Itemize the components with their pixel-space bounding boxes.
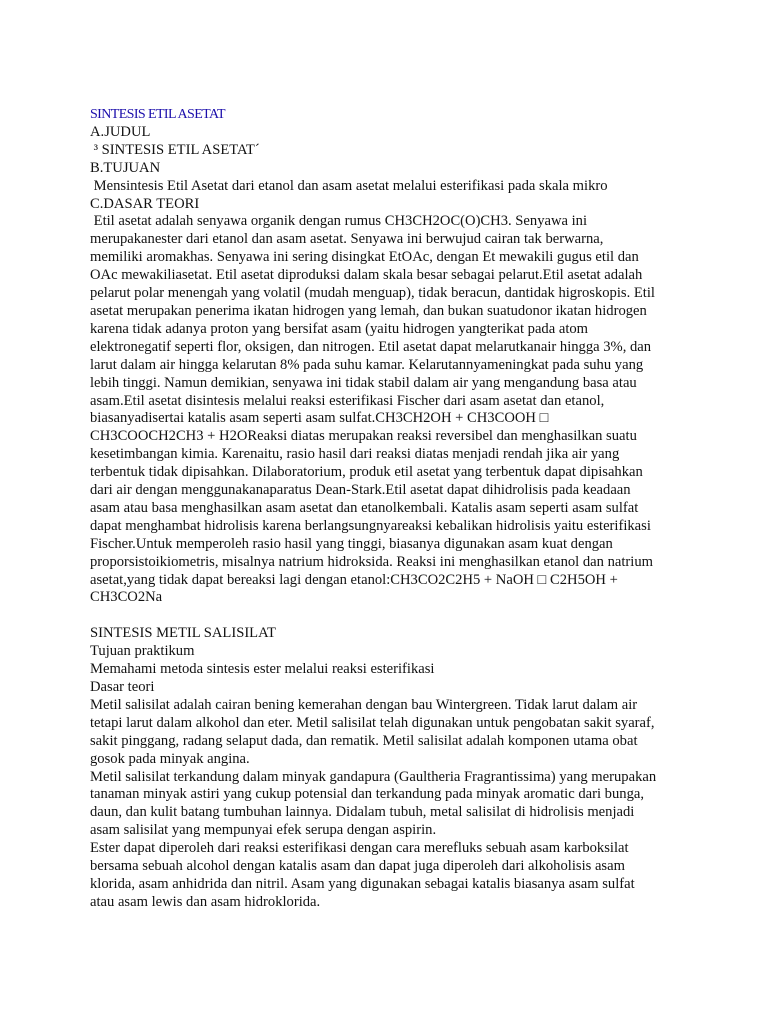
paragraph-line: asam salisilat yang mempunyai efek serupa dengan aspirin. [90,822,437,839]
paragraph-line: dari air dengan menggunakanaparatus Dean-Stark.Etil asetat dapat dihidrolisis pada keadaan [90,482,631,499]
paragraph-line: elektronegatif seperti flor, oksigen, dan nitrogen. Etil asetat dapat melarutkanair hingga 3%, dan [90,338,652,355]
paragraph-line: CH3CO2Na [90,589,163,606]
paragraph-line: kesetimbangan kimia. Karenaitu, rasio hasil dari reaksi diatas menjadi rendah jika air yang [90,446,620,463]
section-spacer [90,607,680,625]
section2-tujuan-text: Memahami metoda sintesis ester melalui reaksi esterifikasi [90,661,435,678]
paragraph-line: pelarut polar menengah yang volatil (mudah menguap), tidak beracun, dantidak higroskopis. Etil [90,285,655,302]
tujuan-text: Mensintesis Etil Asetat dari etanol dan asam asetat melalui esterifikasi pada skala mikro [90,177,608,194]
paragraph-line: klorida, asam anhidrida dan nitril. Asam yang digunakan sebagai katalis biasanya asam sulfat [90,875,635,892]
paragraph-line: biasanyadisertai katalis asam seperti asam sulfat.CH3CH2OH + CH3COOH □ [90,410,549,427]
document-body [90,106,680,912]
paragraph-line: memiliki aromakhas. Senyawa ini sering disingkat EtOAc, dengan Et mewakili gugus etil dan [90,249,639,266]
paragraph-line: terbentuk tidak dipisahkan. Dilaboratorium, produk etil asetat yang terbentuk dapat dipisahkan [90,464,643,481]
section2-tujuan-heading: Tujuan praktikum [90,643,195,660]
paragraph-line: Ester dapat diperoleh dari reaksi esterifikasi dengan cara merefluks sebuah asam karboksilat [90,840,629,857]
paragraph-line: Metil salisilat terkandung dalam minyak gandapura (Gaultheria Fragrantissima) yang merupakan [90,768,657,785]
paragraph-line: asam.Etil asetat disintesis melalui reaksi esterifikasi Fischer dari asam asetat dan etanol, [90,392,605,409]
paragraph-line: sakit pinggang, radang selaput dada, dan rematik. Metil salisilat adalah komponen utama obat [90,732,638,749]
paragraph-line: OAc mewakiliasetat. Etil asetat diproduksi dalam skala besar sebagai pelarut.Etil asetat adalah [90,267,643,284]
section2-dasar-heading: Dasar teori [90,678,155,695]
paragraph-line: asetat merupakan penerima ikatan hidrogen yang lemah, dan bukan suatudonor ikatan hidrogen [90,302,647,319]
paragraph-line: Etil asetat adalah senyawa organik dengan rumus CH3CH2OC(O)CH3. Senyawa ini [90,213,588,230]
paragraph-line: gosok pada minyak angina. [90,750,250,767]
paragraph-line: merupakanester dari etanol dan asam asetat. Senyawa ini berwujud cairan tak berwarna, [90,231,604,248]
tujuan-heading: B.TUJUAN [90,159,161,176]
document-title-link[interactable]: SINTESIS ETIL ASETAT [90,107,225,122]
paragraph-line: asetat,yang tidak dapat bereaksi lagi dengan etanol:CH3CO2C2H5 + NaOH □ C2H5OH + [90,571,618,588]
paragraph-line: proporsistoikiometris, misalnya natrium hidroksida. Reaksi ini menghasilkan etanol dan natrium [90,553,653,570]
paragraph-line: asam atau basa menghasilkan asam asetat dan etanolkembali. Katalis asam seperti asam sulfat [90,499,639,516]
paragraph-line: tanaman minyak astiri yang cukup potensial dan terkandung pada minyak aromatic dari bunga, [90,786,644,803]
judul-heading: A.JUDUL [90,123,151,140]
paragraph-line: Fischer.Untuk memperoleh rasio hasil yang tinggi, biasanya digunakan asam kuat dengan [90,535,613,552]
paragraph-line: daun, dan kulit batang tumbuhan lainnya. Didalam tubuh, metal salisilat di hidrolisis menjadi [90,804,635,821]
paragraph-line: CH3COOCH2CH3 + H2OReaksi diatas merupakan reaksi reversibel dan menghasilkan suatu [90,428,637,445]
judul-text: ³ SINTESIS ETIL ASETAT´ [90,141,260,158]
section2-paragraph [90,697,680,912]
paragraph-line: karena tidak adanya proton yang bersifat asam (yaitu hidrogen yangterikat pada atom [90,320,589,337]
paragraph-line: tetapi larut dalam alkohol dan eter. Metil salisilat telah digunakan untuk pengobatan sakit syaraf, [90,714,655,731]
paragraph-line: lebih tinggi. Namun demikian, senyawa ini tidak stabil dalam air yang mengandung basa atau [90,374,637,391]
paragraph-line: dapat menghambat hidrolisis karena berlangsungnyareaksi kebalikan hidrolisis yaitu esterifikasi [90,517,651,534]
paragraph-line: Metil salisilat adalah cairan bening kemerahan dengan bau Wintergreen. Tidak larut dalam air [90,696,638,713]
paragraph-line: atau asam lewis dan asam hidroklorida. [90,893,321,910]
dasar-teori-heading: C.DASAR TEORI [90,195,200,212]
section2-title: SINTESIS METIL SALISILAT [90,625,276,642]
dasar-teori-paragraph [90,213,680,607]
paragraph-line: larut dalam air hingga kelarutan 8% pada suhu kamar. Kelarutannyameningkat pada suhu yang [90,356,644,373]
paragraph-line: bersama sebuah alcohol dengan katalis asam dan dapat juga diperoleh dari alkoholisis asam [90,858,625,875]
